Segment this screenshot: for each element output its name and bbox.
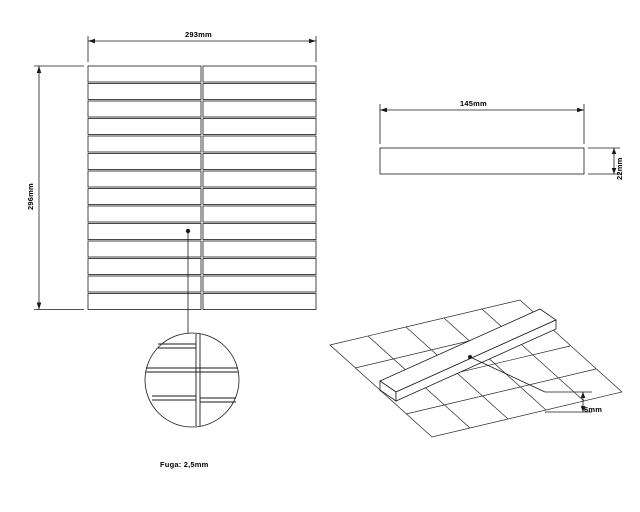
joint-detail-circle	[145, 333, 239, 427]
front-view-height-dimension	[34, 66, 84, 310]
side-view-length-dimension	[380, 104, 584, 144]
single-tile-elevation	[380, 148, 584, 174]
side-view-length-label: 145mm	[460, 99, 487, 108]
joint-detail-caption: Fuga: 2,5mm	[160, 460, 209, 469]
front-view-width-dimension	[88, 36, 316, 62]
iso-height-label: 6mm	[584, 405, 603, 414]
front-view-tile-grid	[88, 66, 316, 310]
joint-detail-leader	[186, 229, 190, 333]
side-view-thickness-label: 22mm	[615, 157, 624, 180]
iso-tile-3d	[380, 309, 556, 401]
iso-grid-floor	[330, 300, 622, 437]
front-view-height-label: 296mm	[26, 183, 35, 210]
front-view-width-label: 293mm	[185, 30, 212, 39]
